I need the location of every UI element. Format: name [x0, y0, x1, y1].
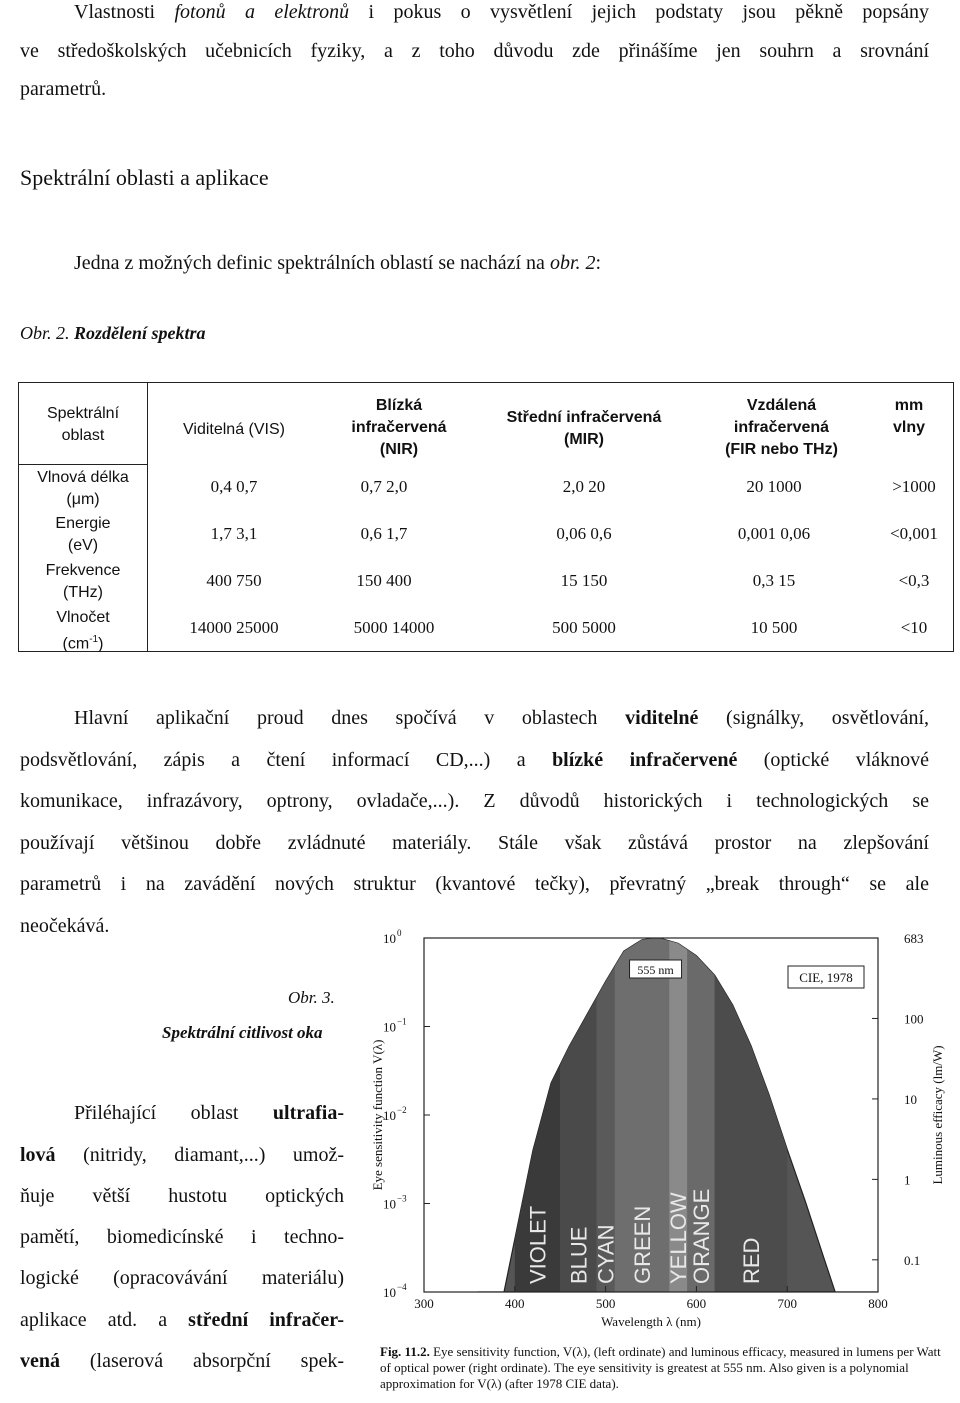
- row-label-region: Spektrální oblast: [19, 383, 147, 465]
- band-label: VIOLET: [525, 1205, 551, 1284]
- cell: 20 1000: [746, 477, 802, 496]
- cell: 0,001 0,06: [737, 524, 811, 543]
- uv-line-1: Přiléhající oblast ultrafia-: [74, 1102, 344, 1124]
- y-tick-label-right: 10: [904, 1091, 917, 1107]
- cie-annotation: CIE, 1978: [799, 970, 853, 985]
- y-tick-label-right: 683: [904, 931, 924, 946]
- cell: 0,06 0,6: [556, 524, 612, 543]
- header-mir: Střední infračervená (MIR): [506, 409, 662, 448]
- y-tick-exponent: −2: [397, 1105, 407, 1115]
- eye-sensitivity-chart: [358, 920, 956, 1340]
- apps-line-4: používají většinou dobře zvládnuté materiály. Stále však zůstává prostor na zlepšování: [20, 832, 929, 854]
- y-tick-label-right: 0.1: [904, 1252, 921, 1268]
- y-tick-exponent: −3: [397, 1193, 407, 1204]
- x-tick-label: 600: [686, 1296, 707, 1311]
- fig-11-2-caption: Fig. 11.2. Eye sensitivity function, V(λ), (left ordinate) and luminous efficacy, measured in lumens per Watt of optical power (right ordinate). The eye sensitivity is greatest at 555 nm. Also given is a polynomial approximation for V(λ) (after 1978 CIE data).: [380, 1344, 941, 1391]
- x-tick-label: 500: [595, 1296, 616, 1311]
- chart-canvas: [358, 920, 956, 1340]
- spectrum-table: [18, 382, 954, 652]
- band-label: YELLOW: [666, 1192, 692, 1284]
- apps-line-3: komunikace, infrazávory, optrony, ovladače,...). Z důvodů historických i technologických se: [20, 790, 929, 812]
- apps-line-6: neočekává.: [20, 915, 110, 937]
- y-tick-label-left: 10: [383, 1285, 396, 1300]
- cell: 150 400: [356, 571, 412, 590]
- header-nir: Blízká infračervená (NIR): [351, 397, 447, 458]
- peak-annotation: 555 nm: [637, 963, 674, 977]
- x-axis-label: Wavelength λ (nm): [601, 1314, 701, 1329]
- cell: 400 750: [206, 571, 262, 590]
- y-tick-label-left: 10: [383, 931, 396, 946]
- cell: 500 5000: [552, 618, 616, 637]
- y-tick-label-right: 100: [904, 1011, 924, 1027]
- apps-line-2: podsvětlování, zápis a čtení informací CD,...) a blízké infračervené (optické vláknové: [20, 749, 930, 771]
- cell: 15 150: [560, 571, 608, 590]
- cell: <10: [900, 618, 928, 637]
- uv-line-5: logické (opracovávání materiálu): [20, 1267, 344, 1289]
- cell: 0,6 1,7: [360, 524, 408, 543]
- band-label: BLUE: [566, 1226, 592, 1284]
- uv-line-6: aplikace atd. a střední infračer-: [20, 1309, 344, 1331]
- x-tick-label: 800: [868, 1296, 888, 1311]
- y-tick-label-left: 10: [383, 1019, 396, 1035]
- band-label: GREEN: [629, 1205, 655, 1284]
- section-title: Spektrální oblasti a aplikace: [20, 165, 269, 190]
- cell: 5000 14000: [353, 618, 435, 637]
- x-tick-label: 700: [777, 1296, 797, 1311]
- apps-line-1: Hlavní aplikační proud dnes spočívá v oblastech viditelné (signálky, osvětlování,: [74, 707, 929, 729]
- cell: 14000 25000: [189, 618, 279, 637]
- header-vis: Viditelná (VIS): [183, 421, 285, 438]
- uv-line-2: lová (nitridy, diamant,...) umož-: [20, 1144, 344, 1166]
- row-label-frequency: Frekvence (THz): [45, 562, 121, 601]
- cell: 0,4 0,7: [210, 477, 258, 496]
- y-tick-exponent: 0: [397, 928, 402, 938]
- y-tick-exponent: −1: [397, 1016, 407, 1027]
- fig3-caption-title: Spektrální citlivost oka: [162, 1023, 323, 1042]
- fig3-caption-number: Obr. 3.: [288, 988, 335, 1007]
- y-axis-label-right: Luminous efficacy (lm/W): [930, 1045, 945, 1185]
- cell: 0,3 15: [752, 571, 796, 590]
- y-tick-label-left: 10: [383, 1108, 396, 1123]
- uv-line-3: ňuje větší hustotu optických: [20, 1185, 344, 1207]
- fig2-caption: Obr. 2. Rozdělení spektra: [20, 323, 206, 343]
- x-tick-label: 300: [414, 1296, 434, 1311]
- header-fir: Vzdálená infračervená (FIR nebo THz): [725, 397, 838, 458]
- row-label-wavenumber: Vlnočet $(cm^{-1})$: [56, 609, 110, 653]
- header-mm: mm vlny: [892, 397, 925, 436]
- band-label: RED: [738, 1237, 764, 1284]
- cell: 0,7 2,0: [360, 477, 408, 496]
- uv-line-4: pamětí, biomedicínské i techno-: [20, 1226, 344, 1248]
- y-tick-exponent: −4: [397, 1282, 407, 1292]
- row-label-column: [19, 383, 148, 651]
- intro-line-1: Vlastnosti fotonů a elektronů i pokus o vysvětlení jejich podstaty jsou pěkně popsány: [74, 1, 930, 23]
- cell: >1000: [892, 477, 936, 496]
- x-tick-label: 400: [505, 1296, 525, 1311]
- cell: <0,001: [890, 524, 938, 543]
- apps-line-5: parametrů i na zavádění nových struktur (kvantové tečky), převratný „break through“ se ale: [20, 873, 929, 895]
- y-axis-label: Eye sensitivity function V(λ): [370, 1039, 385, 1191]
- row-label-wavelength: Vlnová délka (μm): [37, 469, 129, 508]
- y-tick-label-left: 10: [383, 1196, 396, 1212]
- cell: 10 500: [750, 618, 798, 637]
- intro-line-2: ve středoškolských učebnicích fyziky, a z toho důvodu zde přinášíme jen souhrn a srovnání: [20, 40, 929, 62]
- cell: 1,7 3,1: [210, 524, 258, 543]
- cell: 2,0 20: [562, 477, 606, 496]
- uv-line-7: vená (laserová absorpční spek-: [20, 1350, 344, 1372]
- intro-line-3: parametrů.: [20, 78, 107, 100]
- cell: <0,3: [898, 571, 930, 590]
- definition-line: Jedna z možných definic spektrálních oblastí se nachází na obr. 2:: [74, 252, 602, 274]
- row-label-energy: Energie (eV): [55, 515, 111, 554]
- band-label: CYAN: [593, 1224, 619, 1284]
- band-label: ORANGE: [688, 1188, 714, 1284]
- y-tick-label-right: 1: [904, 1172, 911, 1188]
